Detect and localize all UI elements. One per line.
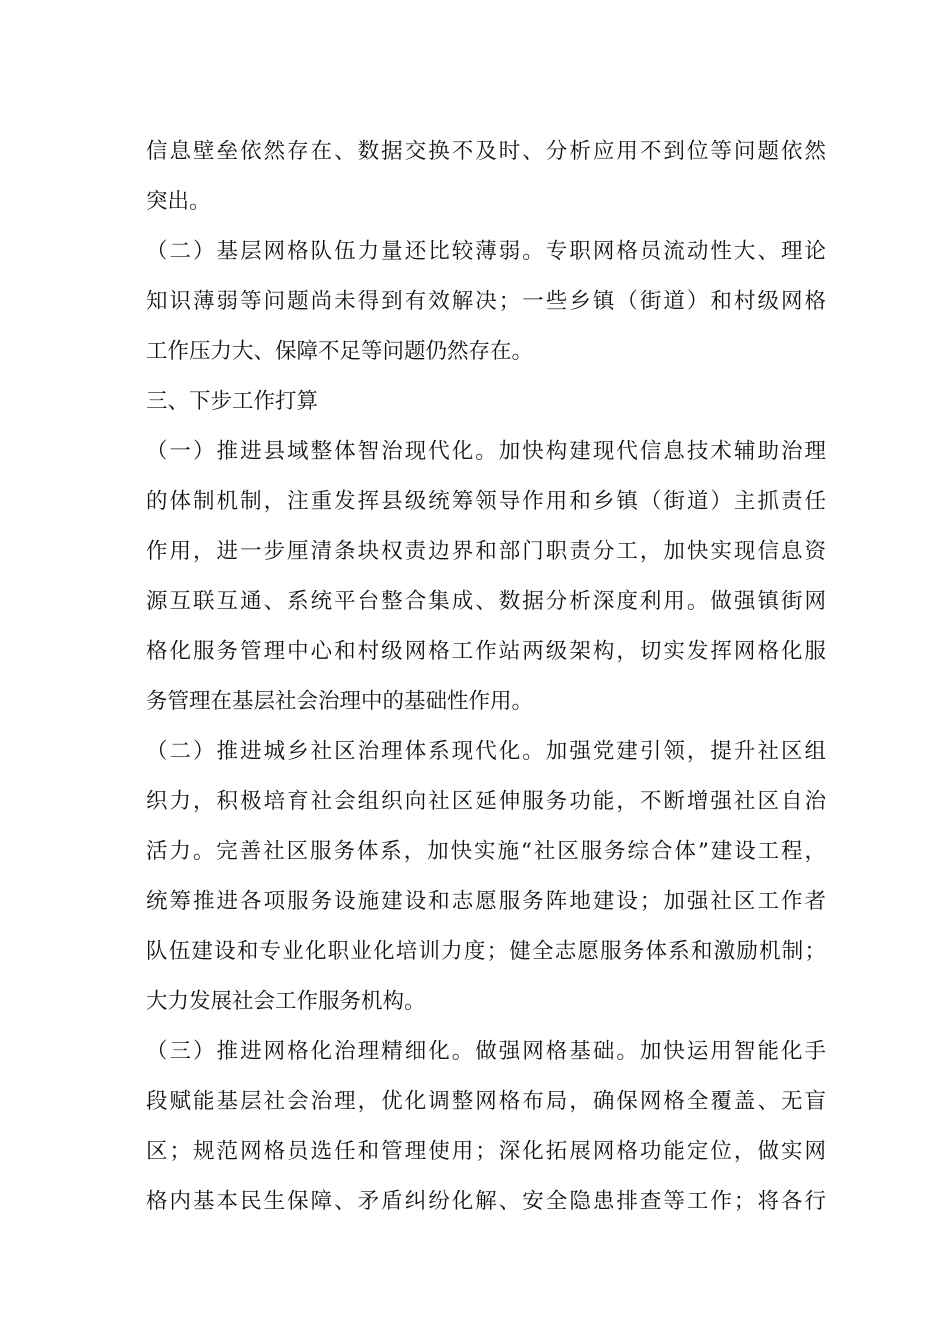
text-line: 务管理在基层社会治理中的基础性作用。 [146, 689, 534, 714]
text-line: 段赋能基层社会治理，优化调整网格布局，确保网格全覆盖、无盲 [146, 1089, 826, 1114]
text-line: 织力，积极培育社会组织向社区延伸服务功能，不断增强社区自治 [146, 789, 826, 814]
text-line: 格化服务管理中心和村级网格工作站两级架构，切实发挥网格化服 [146, 639, 826, 664]
text-line: （二）基层网格队伍力量还比较薄弱。专职网格员流动性大、理论 [146, 239, 826, 264]
text-line: 源互联互通、系统平台整合集成、数据分析深度利用。做强镇街网 [146, 589, 826, 614]
text-line: 作用，进一步厘清条块权责边界和部门职责分工，加快实现信息资 [146, 539, 826, 564]
text-line: 队伍建设和专业化职业化培训力度；健全志愿服务体系和激励机制； [146, 939, 826, 964]
text-line: （二）推进城乡社区治理体系现代化。加强党建引领，提升社区组 [146, 739, 826, 764]
text-line: （一）推进县域整体智治现代化。加快构建现代信息技术辅助治理 [146, 439, 826, 464]
text-line: 突出。 [146, 189, 211, 214]
text-line: 格内基本民生保障、矛盾纠纷化解、安全隐患排查等工作；将各行 [146, 1189, 826, 1214]
text-line: （三）推进网格化治理精细化。做强网格基础。加快运用智能化手 [146, 1039, 826, 1064]
text-line: 工作压力大、保障不足等问题仍然存在。 [146, 339, 534, 364]
text-line: 统筹推进各项服务设施建设和志愿服务阵地建设；加强社区工作者 [146, 889, 826, 914]
section-heading: 三、下步工作打算 [146, 389, 319, 414]
text-line: 活力。完善社区服务体系，加快实施“社区服务综合体”建设工程， [146, 839, 826, 864]
text-line: 知识薄弱等问题尚未得到有效解决；一些乡镇（街道）和村级网格 [146, 289, 826, 314]
text-line: 区；规范网格员选任和管理使用；深化拓展网格功能定位，做实网 [146, 1139, 826, 1164]
text-line: 的体制机制，注重发挥县级统筹领导作用和乡镇（街道）主抓责任 [146, 489, 826, 514]
text-line: 信息壁垒依然存在、数据交换不及时、分析应用不到位等问题依然 [146, 139, 826, 164]
text-line: 大力发展社会工作服务机构。 [146, 989, 426, 1014]
